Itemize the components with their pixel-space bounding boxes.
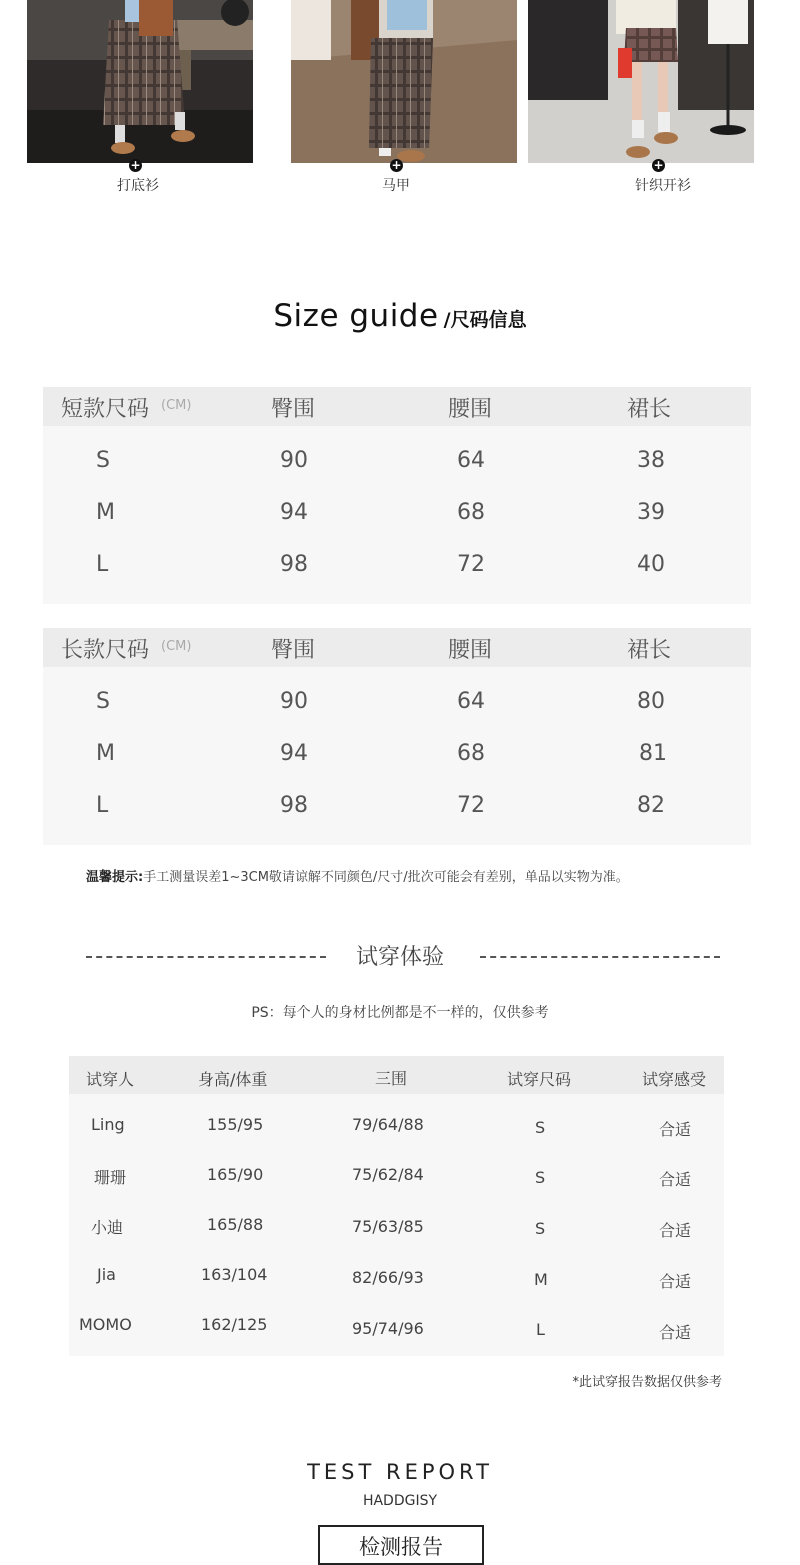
unit-label: (CM) [161,639,192,654]
size-cell: S [96,689,110,714]
waist-cell: 68 [457,741,485,766]
height-weight-cell: 165/88 [207,1215,264,1234]
product-photo-3 [528,0,754,163]
column-height-weight: 身高/体重 [198,1070,268,1089]
waist-cell: 64 [457,448,485,473]
height-weight-cell: 162/125 [201,1315,268,1334]
waist-cell: 64 [457,689,485,714]
waist-cell: 72 [457,793,485,818]
plus-pin-icon[interactable]: + [130,158,141,172]
size-cell: S [96,448,110,473]
measurements-cell: 95/74/96 [352,1319,424,1338]
size-cell: S [535,1118,546,1137]
size-guide-title [0,298,800,334]
size-cell: L [96,793,109,818]
table-row [43,500,751,530]
table-row [43,552,751,582]
tester-cell: 小迪 [91,1218,124,1237]
test-report-title: TEST REPORT [307,1460,493,1484]
waist-cell: 72 [457,552,485,577]
length-cell: 39 [637,500,665,525]
table-row [69,1315,724,1342]
tester-cell: Jia [97,1265,116,1284]
photo-caption-3: 针织开衫 [635,178,691,194]
table-row [43,448,751,478]
measurements-cell: 79/64/88 [352,1115,424,1134]
height-weight-cell: 155/95 [207,1115,264,1134]
column-hip: 臀围 [271,638,316,663]
feeling-cell: 合适 [659,1170,692,1189]
height-weight-cell: 163/104 [201,1265,268,1284]
short-size-label: 短款尺码 [61,397,150,422]
fitting-title: 试穿体验 [355,945,444,970]
column-length: 裙长 [627,638,672,663]
size-guide-title-zh: /尺码信息 [443,309,527,331]
column-length: 裙长 [627,397,672,422]
size-cell: L [96,552,109,577]
hip-cell: 90 [280,689,308,714]
hip-cell: 94 [280,741,308,766]
tester-cell: MOMO [79,1315,132,1334]
table-header [43,628,751,667]
long-size-table [43,628,751,845]
table-row [69,1165,724,1189]
column-tester: 试穿人 [86,1070,135,1089]
size-cell: M [534,1270,548,1289]
table-row [69,1115,724,1139]
length-cell: 38 [637,448,665,473]
tester-cell: 珊珊 [94,1168,127,1187]
table-row [43,793,751,823]
waist-cell: 68 [457,500,485,525]
size-cell: M [96,500,115,525]
hip-cell: 94 [280,500,308,525]
column-waist: 腰围 [448,638,493,663]
photo-caption-1: 打底衫 [117,178,159,194]
length-cell: 81 [639,741,667,766]
short-size-table [43,387,751,604]
size-cell: L [536,1320,545,1339]
table-row [43,689,751,719]
column-waist: 腰围 [448,397,493,422]
column-measurements: 三围 [375,1069,408,1088]
fitting-footnote: *此试穿报告数据仅供参考 [572,1375,722,1390]
photo-caption-2: 马甲 [382,178,410,194]
hip-cell: 98 [280,793,308,818]
measurements-cell: 75/63/85 [352,1217,424,1236]
brand-name: HADDGISY [362,1493,438,1509]
plus-pin-icon[interactable]: + [391,158,402,172]
long-size-label: 长款尺码 [61,638,150,663]
table-row [69,1265,724,1289]
note-text: 手工测量误差1~3CM敬请谅解不同颜色/尺寸/批次可能会有差别，单品以实物为准。 [143,870,629,885]
table-header [69,1056,724,1094]
plus-pin-icon[interactable]: + [653,158,664,172]
size-guide-title-en: Size guide [273,298,439,334]
divider-right [480,956,720,958]
size-cell: M [96,741,115,766]
fitting-table [69,1056,724,1356]
product-photo-1 [27,0,253,163]
unit-label: (CM) [161,398,192,413]
test-report-button[interactable]: 检测报告 [318,1525,484,1565]
column-hip: 臀围 [271,397,316,422]
table-row [43,741,751,771]
measurements-cell: 75/62/84 [352,1165,424,1184]
length-cell: 40 [637,552,665,577]
tester-cell: Ling [91,1115,125,1134]
hip-cell: 90 [280,448,308,473]
fitting-ps: PS：每个人的身材比例都是不一样的，仅供参考 [251,1005,549,1021]
feeling-cell: 合适 [659,1272,692,1291]
product-photo-2 [291,0,517,163]
size-cell: S [535,1219,546,1238]
note-label: 温馨提示: [86,870,144,885]
column-size: 试穿尺码 [507,1070,572,1089]
feeling-cell: 合适 [659,1221,692,1240]
table-header [43,387,751,426]
size-cell: S [535,1168,546,1187]
table-row [69,1215,724,1239]
feeling-cell: 合适 [659,1120,692,1139]
length-cell: 80 [637,689,665,714]
column-feeling: 试穿感受 [642,1070,707,1089]
measurement-note [86,866,629,885]
length-cell: 82 [637,793,665,818]
height-weight-cell: 165/90 [207,1165,264,1184]
hip-cell: 98 [280,552,308,577]
measurements-cell: 82/66/93 [352,1268,424,1287]
feeling-cell: 合适 [659,1323,692,1342]
